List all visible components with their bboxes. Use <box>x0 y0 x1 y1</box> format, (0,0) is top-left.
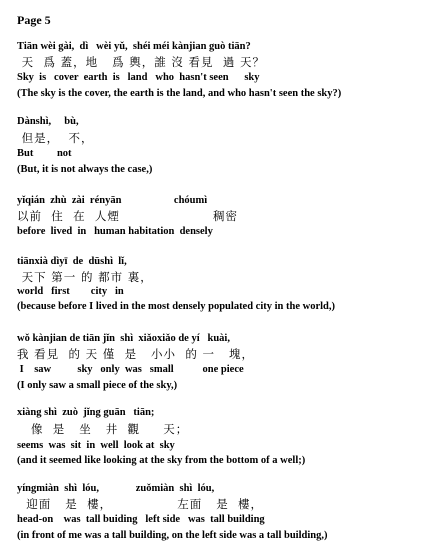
gloss-line: seems was sit in well look at sky <box>17 440 175 451</box>
pinyin-line: Tiān wèi gài, dì wèi yǔ, shéi méi kànjian guò tiān? <box>17 41 251 52</box>
translation-line: (The sky is the cover, the earth is the land, and who hasn't seen the sky?) <box>17 88 342 99</box>
translation-line: (I only saw a small piece of the sky,) <box>17 380 178 391</box>
hanzi-line: 迎面 是 樓， 左面 是 樓， <box>17 497 264 511</box>
hanzi-line: 像 是 坐 井 觀 天； <box>17 422 189 436</box>
pinyin-line: yíngmiàn shì lóu, zuǒmiàn shì lóu, <box>17 483 215 494</box>
translation-line: (and it seemed like looking at the sky from the bottom of a well;) <box>17 455 306 466</box>
gloss-line: head-on was tall buiding left side was tall building <box>17 514 265 525</box>
hanzi-line: 我 看見 的 天 僅 是 小小 的 一 塊， <box>17 347 254 361</box>
hanzi-line: 以前 住 在 人煙 稠密 <box>17 209 239 223</box>
translation-line: (because before I lived in the most densely populated city in the world,) <box>17 301 336 312</box>
page-label: Page 5 <box>17 13 51 27</box>
hanzi-line: 但是， 不， <box>17 131 94 145</box>
gloss-line: before lived in human habitation densely <box>17 226 213 237</box>
gloss-line: I saw sky only was small one piece <box>17 364 244 375</box>
pinyin-line: xiàng shì zuò jǐng guān tiān; <box>17 407 155 418</box>
gloss-line: world first city in <box>17 286 124 297</box>
pinyin-line: tiānxià dìyī de dūshì lǐ, <box>17 256 127 267</box>
gloss-line: But not <box>17 148 72 159</box>
hanzi-line: 天 爲 蓋，地 爲 輿，誰 沒 看見 過 天？ <box>17 55 266 69</box>
translation-line: (in front of me was a tall building, on the left side was a tall building,) <box>17 530 328 541</box>
pinyin-line: yǐqián zhù zài rényān chóumì <box>17 195 208 206</box>
translation-line: (But, it is not always the case,) <box>17 164 153 175</box>
hanzi-line: 天下 第一 的 都市 裏， <box>17 270 153 284</box>
gloss-line: Sky is cover earth is land who hasn't seen sky <box>17 72 260 83</box>
pinyin-line: wǒ kànjian de tiān jǐn shì xiǎoxiǎo de yí kuài, <box>17 333 230 344</box>
pinyin-line: Dànshì, bù, <box>17 116 79 127</box>
